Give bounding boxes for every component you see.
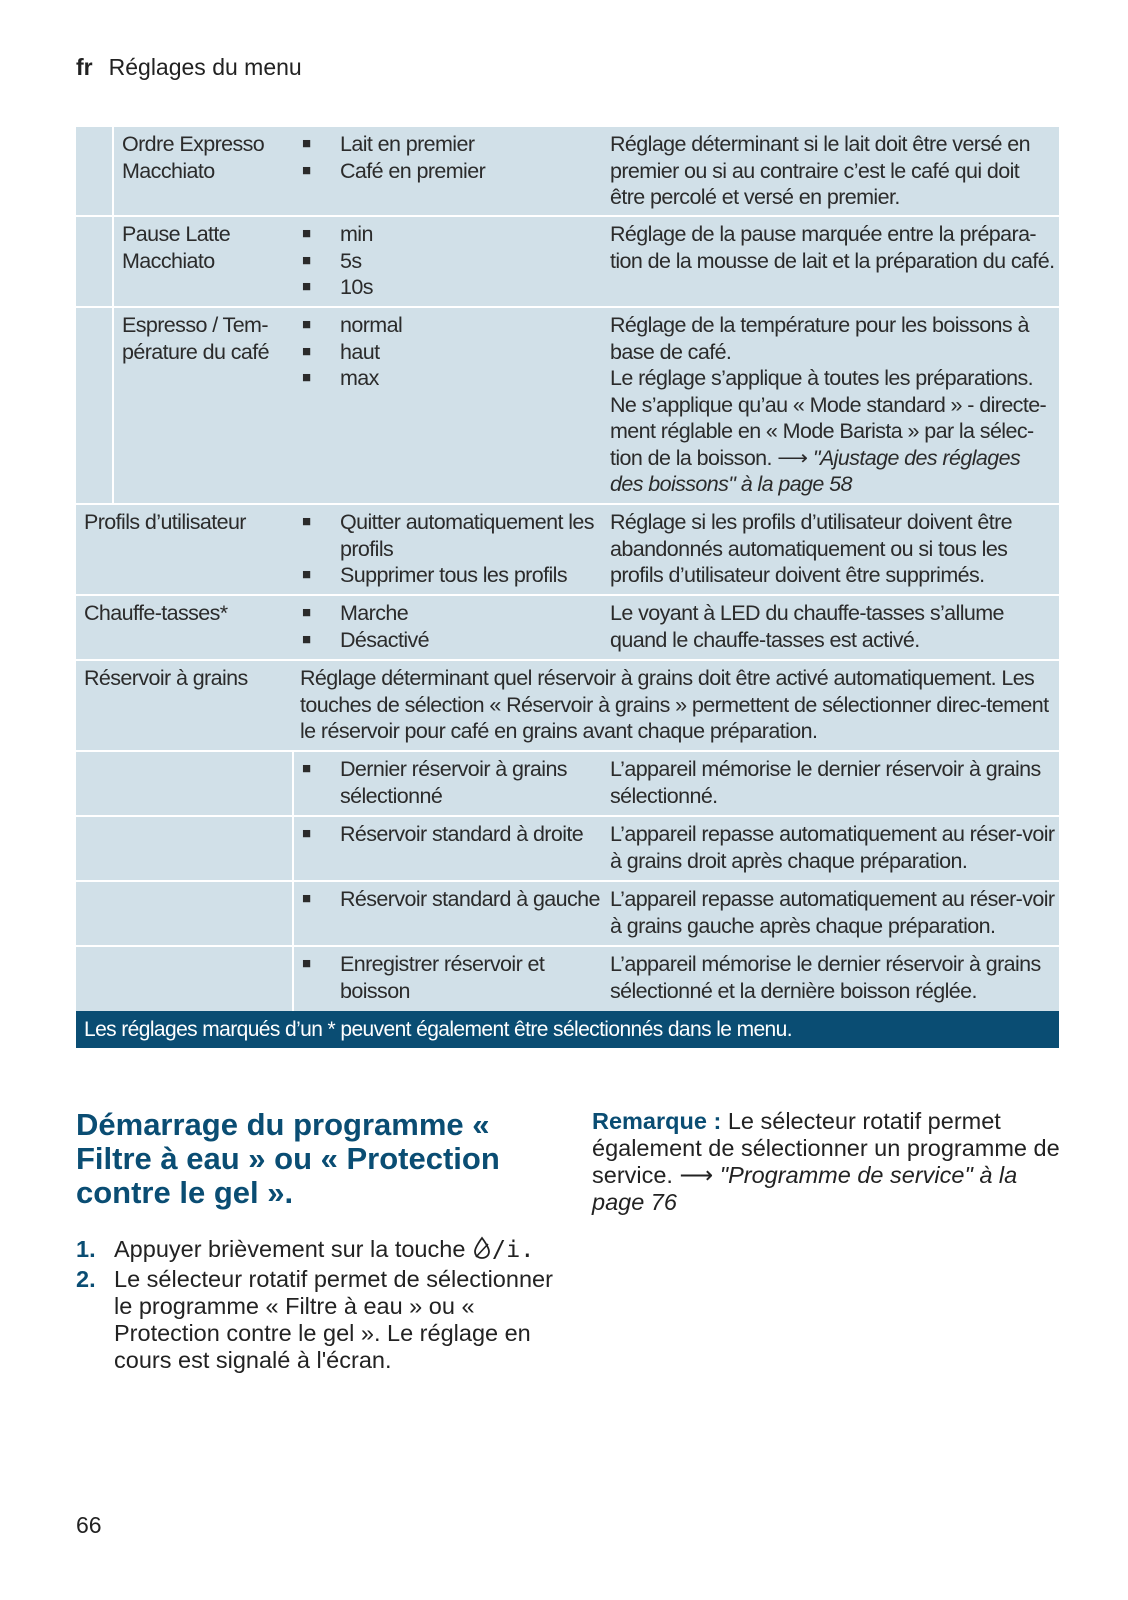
option-item: ■ Désactivé — [302, 627, 429, 652]
page-number: 66 — [76, 1512, 102, 1538]
setting-description: Le voyant à LED du chauffe-tasses s’allume quand le chauffe-tasses est activé. — [610, 601, 1004, 652]
remark-label: Remarque : — [592, 1108, 722, 1134]
option-item: ■ normal — [302, 313, 403, 337]
setting-label: Ordre Expresso Macchiato — [122, 132, 265, 183]
option-item: ■ Marche — [302, 601, 409, 625]
setting-label: Pause Latte Macchiato — [122, 222, 231, 273]
bullet-icon: ■ — [302, 369, 311, 386]
table-row — [76, 947, 1059, 1011]
cross-reference-link[interactable]: "Ajustage des réglages des boissons" à la page 58 — [610, 445, 1021, 496]
setting-label: Chauffe-tasses* — [84, 601, 228, 625]
option-item: ■ haut — [302, 339, 380, 364]
table-row — [76, 596, 1059, 661]
bullet-icon: ■ — [302, 955, 311, 972]
setting-description: L’appareil mémorise le dernier réservoir à grains sélectionné. — [610, 757, 1041, 808]
setting-options — [300, 600, 600, 653]
option-item: ■ Supprimer tous les profils — [302, 563, 567, 587]
page-header — [76, 54, 302, 81]
setting-description: L’appareil mémorise le dernier réservoir à grains sélectionné et la dernière boisson réglée. — [610, 952, 1041, 1003]
steps-list — [76, 1236, 556, 1374]
option-item: ■ 10s — [302, 275, 373, 299]
setting-description: L’appareil repasse automatiquement au réser-voir à grains gauche après chaque préparation. — [610, 887, 1055, 938]
setting-description: Réglage déterminant si le lait doit être versé en premier ou si au contraire c’est le café qui doit être percolé et versé en premier. — [610, 132, 1030, 209]
setting-description: Réglage de la température pour les boissons à base de café. Le réglage s’applique à toutes les préparations. Ne s’applique qu’au « Mode standard » - directe-ment réglable en « Mode Barista » par la sélec-tion de la boisson. ⟶ "Ajustage des réglages des boissons" à la page 58 — [610, 313, 1047, 496]
option-item: ■ Dernier réservoir à grains sélectionné — [302, 757, 567, 808]
option-item: ■ Lait en premier — [302, 132, 475, 156]
setting-label: Profils d’utilisateur — [84, 510, 246, 534]
bullet-icon: ■ — [302, 760, 311, 777]
bullet-icon: ■ — [302, 316, 311, 333]
setting-description: Réglage de la pause marquée entre la prépara-tion de la mousse de lait et la préparation du café. — [610, 222, 1055, 273]
setting-description: Réglage si les profils d’utilisateur doivent être abandonnés automatiquement ou si tous les profils d’utilisateur doivent être supprimés. — [610, 510, 1013, 587]
setting-label: Réservoir à grains — [84, 666, 248, 690]
bullet-icon: ■ — [302, 566, 311, 583]
option-item: ■ Quitter automatiquement les profils — [302, 510, 594, 561]
option-item: ■ Réservoir standard à gauche — [302, 887, 600, 911]
bullet-icon: ■ — [302, 604, 311, 621]
remark-box — [592, 1108, 1062, 1216]
arrow-right-icon: ⟶ — [679, 1162, 714, 1188]
table-row — [76, 505, 1059, 596]
bullet-icon: ■ — [302, 161, 311, 179]
arrow-right-icon: ⟶ — [777, 445, 808, 470]
setting-options — [300, 756, 600, 809]
option-item: ■ Enregistrer réservoir et boisson — [302, 952, 545, 1003]
bullet-icon: ■ — [302, 825, 311, 842]
table-row — [76, 817, 1059, 882]
setting-label: Espresso / Tem-pérature du café — [122, 313, 269, 364]
cross-reference-link[interactable]: "Programme de service" à la page 76 — [592, 1162, 1018, 1215]
language-code: fr — [76, 54, 93, 80]
table-row — [76, 217, 1059, 308]
step-number: 1. — [76, 1236, 96, 1262]
setting-options — [300, 221, 600, 301]
table-row — [76, 882, 1059, 947]
bullet-icon: ■ — [302, 225, 311, 242]
option-item: ■ min — [302, 222, 373, 246]
setting-options — [300, 886, 600, 913]
step-number: 2. — [76, 1266, 96, 1292]
option-item: ■ 5s — [302, 248, 362, 273]
table-row — [76, 661, 1059, 752]
table-footer-note: Les réglages marqués d’un * peuvent également être sélectionnés dans le menu. — [76, 1011, 1059, 1048]
setting-description: Réglage déterminant quel réservoir à grains doit être activé automatiquement. Les touches de sélection « Réservoir à grains » permettent de sélectionner direc-tement le réservoir pour café en grains avant chaque préparation. — [300, 666, 1049, 743]
bullet-icon: ■ — [302, 135, 311, 152]
table-row — [76, 127, 1059, 217]
bullet-icon: ■ — [302, 630, 311, 648]
settings-table — [76, 127, 1059, 1048]
section-title: Démarrage du programme « Filtre à eau » ou « Protection contre le gel ». — [76, 1107, 500, 1210]
option-item: ■ Réservoir standard à droite — [302, 822, 584, 846]
header-title: Réglages du menu — [108, 54, 302, 80]
list-item: 2. Le sélecteur rotatif permet de sélectionner le programme « Filtre à eau » ou « Protection contre le gel ». Le réglage en cours est signalé à l'écran. — [76, 1266, 553, 1373]
bullet-icon: ■ — [302, 513, 311, 530]
setting-options — [300, 312, 600, 392]
table-row — [76, 308, 1059, 505]
bullet-icon: ■ — [302, 251, 311, 269]
setting-options — [300, 509, 600, 589]
list-item: 1. Appuyer brièvement sur la touche /i. — [76, 1236, 556, 1266]
bullet-icon: ■ — [302, 890, 311, 907]
bullet-icon: ■ — [302, 342, 311, 360]
setting-options — [300, 951, 600, 1004]
setting-options — [300, 821, 600, 848]
section-left-column — [76, 1108, 556, 1374]
remark-text: Le sélecteur rotatif permet également de sélectionner un programme de service. — [592, 1108, 1060, 1188]
option-item: ■ Café en premier — [302, 158, 486, 183]
bullet-icon: ■ — [302, 278, 311, 295]
option-item: ■ max — [302, 366, 379, 390]
setting-description: L’appareil repasse automatiquement au réser-voir à grains droit après chaque préparation. — [610, 822, 1055, 873]
table-row — [76, 752, 1059, 817]
water-drop-icon — [472, 1236, 492, 1266]
setting-options — [300, 131, 600, 184]
